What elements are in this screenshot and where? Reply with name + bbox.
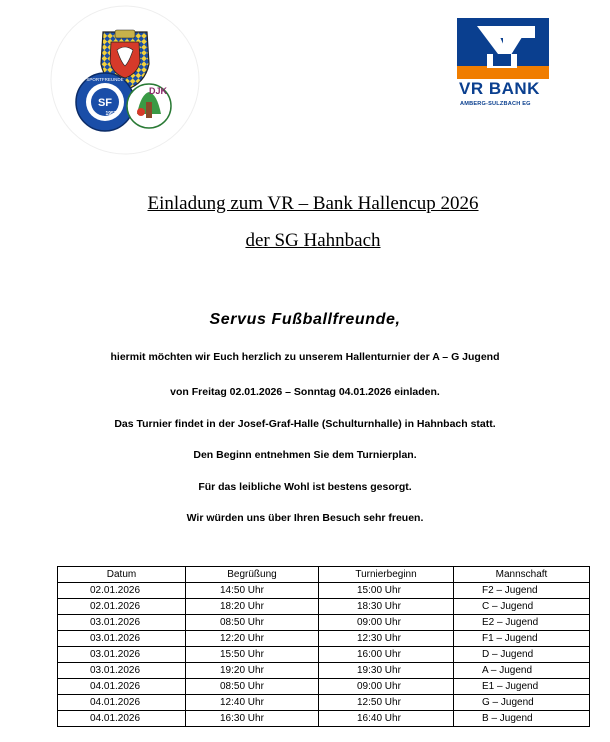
cell-date: 02.01.2026 (58, 599, 186, 615)
cell-start-time: 12:50 Uhr (319, 695, 454, 711)
greeting: Servus Fußballfreunde, (209, 311, 401, 328)
schedule-table (57, 566, 590, 727)
cell-greeting-time: 08:50 Uhr (186, 679, 319, 695)
column-header-start: Turnierbeginn (319, 567, 454, 583)
cell-date: 03.01.2026 (58, 647, 186, 663)
cell-greeting-time: 19:20 Uhr (186, 663, 319, 679)
sf-badge-icon (76, 73, 134, 131)
cell-date: 04.01.2026 (58, 711, 186, 727)
page-subtitle: der SG Hahnbach (245, 230, 381, 251)
cell-team: C – Jugend (454, 599, 590, 615)
cell-greeting-time: 14:50 Uhr (186, 583, 319, 599)
body-line: Das Turnier findet in der Josef-Graf-Halle (Schulturnhalle) in Hahnbach statt. (114, 418, 496, 430)
cell-team: F1 – Jugend (454, 631, 590, 647)
cell-team: G – Jugend (454, 695, 590, 711)
sf-badge-year: 1957 (105, 111, 117, 117)
cell-date: 03.01.2026 (58, 663, 186, 679)
cell-start-time: 09:00 Uhr (319, 679, 454, 695)
table-row (58, 599, 590, 615)
table-row (58, 615, 590, 631)
table-row (58, 631, 590, 647)
schedule-header-row (58, 567, 590, 583)
body-line: hiermit möchten wir Euch herzlich zu unserem Hallenturnier der A – G Jugend (110, 351, 500, 363)
club-logo-cluster (45, 2, 205, 157)
cell-greeting-time: 18:20 Uhr (186, 599, 319, 615)
cell-date: 02.01.2026 (58, 583, 186, 599)
cell-start-time: 16:40 Uhr (319, 711, 454, 727)
cell-start-time: 12:30 Uhr (319, 631, 454, 647)
cell-greeting-time: 12:40 Uhr (186, 695, 319, 711)
cell-start-time: 15:00 Uhr (319, 583, 454, 599)
page-title: Einladung zum VR – Bank Hallencup 2026 (147, 193, 479, 214)
cell-team: A – Jugend (454, 663, 590, 679)
body-line: von Freitag 02.01.2026 – Sonntag 04.01.2026 einladen. (170, 386, 440, 398)
body-line: Wir würden uns über Ihren Besuch sehr freuen. (186, 512, 424, 524)
sf-badge-ring-text: SPORTFREUNDE (86, 77, 124, 82)
cell-date: 04.01.2026 (58, 695, 186, 711)
cell-team: E2 – Jugend (454, 615, 590, 631)
table-row (58, 711, 590, 727)
cell-start-time: 16:00 Uhr (319, 647, 454, 663)
cell-greeting-time: 15:50 Uhr (186, 647, 319, 663)
club-logos (45, 2, 205, 157)
body-line: Für das leibliche Wohl ist bestens gesorgt. (198, 481, 412, 493)
cell-team: F2 – Jugend (454, 583, 590, 599)
vr-bank-logo (457, 18, 557, 124)
column-header-team: Mannschaft (454, 567, 590, 583)
table-row (58, 663, 590, 679)
cell-greeting-time: 16:30 Uhr (186, 711, 319, 727)
column-header-date: Datum (58, 567, 186, 583)
cell-date: 03.01.2026 (58, 615, 186, 631)
djk-badge-text: DJK (148, 86, 168, 96)
cell-greeting-time: 12:20 Uhr (186, 631, 319, 647)
table-row (58, 679, 590, 695)
cell-greeting-time: 08:50 Uhr (186, 615, 319, 631)
cell-team: B – Jugend (454, 711, 590, 727)
cell-team: E1 – Jugend (454, 679, 590, 695)
cell-team: D – Jugend (454, 647, 590, 663)
table-row (58, 647, 590, 663)
djk-badge-icon (127, 84, 171, 128)
table-row (58, 583, 590, 599)
vr-bank-mark-icon (457, 18, 549, 82)
cell-date: 04.01.2026 (58, 679, 186, 695)
bank-subtitle: AMBERG-SULZBACH EG (460, 101, 531, 107)
table-row (58, 695, 590, 711)
cell-date: 03.01.2026 (58, 631, 186, 647)
sf-badge-text: SF (97, 97, 113, 109)
bank-name: VR BANK (459, 79, 540, 98)
cell-start-time: 19:30 Uhr (319, 663, 454, 679)
cell-start-time: 09:00 Uhr (319, 615, 454, 631)
cell-start-time: 18:30 Uhr (319, 599, 454, 615)
body-line: Den Beginn entnehmen Sie dem Turnierplan. (193, 449, 417, 461)
column-header-greeting: Begrüßung (186, 567, 319, 583)
